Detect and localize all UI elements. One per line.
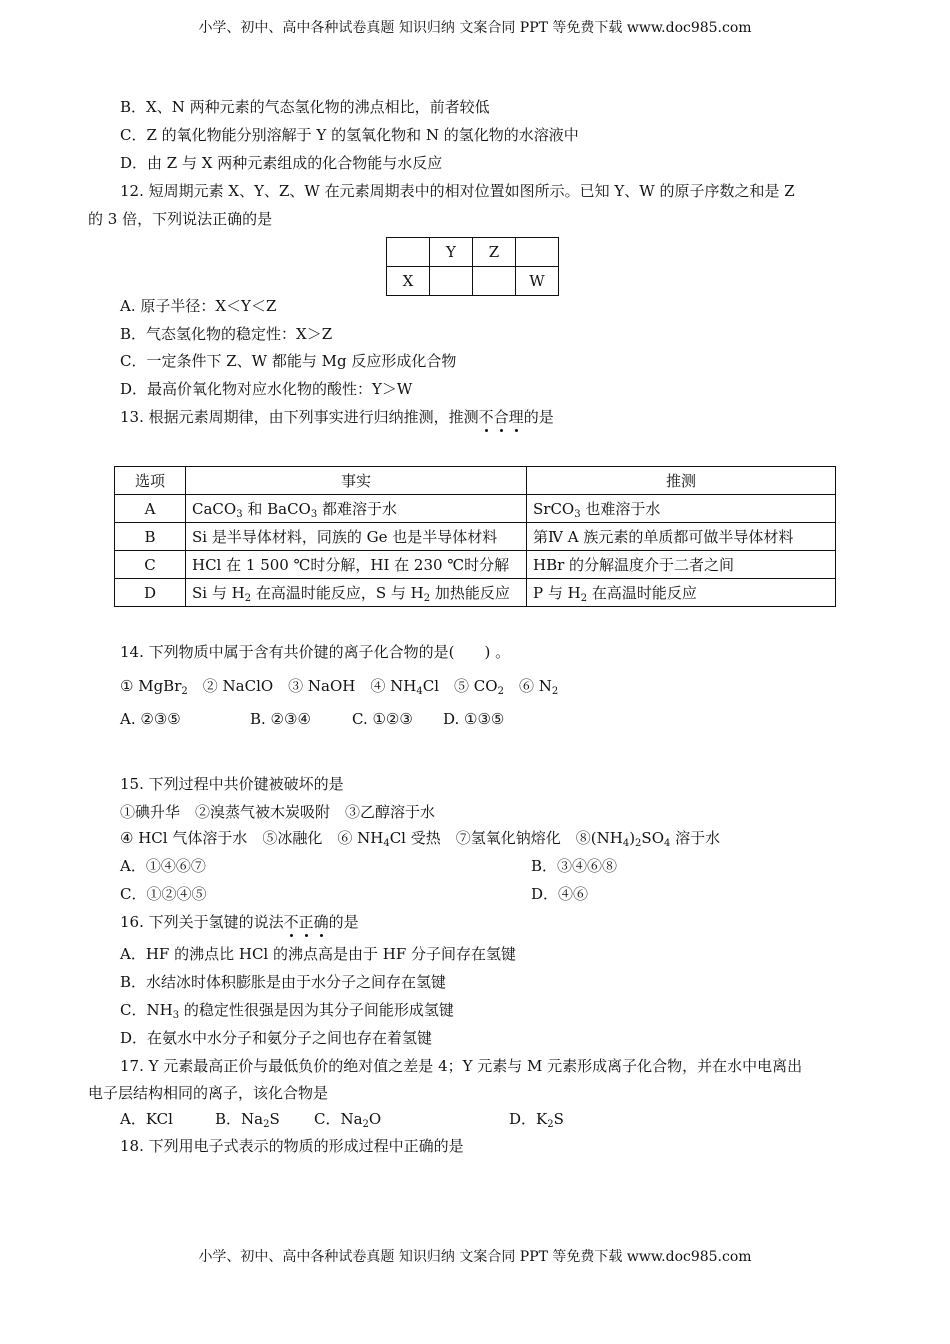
periodic-cell: [430, 267, 473, 296]
periodic-cell: [473, 267, 516, 296]
emphasis-char: 理: [508, 408, 524, 426]
subscript: 2: [244, 593, 252, 604]
q14-option-a: A. ②③⑤: [120, 710, 181, 728]
table-header-row: [115, 467, 836, 495]
periodic-cell: Y: [430, 238, 473, 267]
q11-option-d: D．由 Z 与 X 两种元素组成的化合物能与水反应: [120, 154, 443, 172]
inference-text: SrCO: [533, 500, 575, 518]
fact-text: Si 与 H: [192, 584, 245, 602]
q17-option-a: A．KCl: [120, 1110, 173, 1128]
table-row: [115, 579, 836, 607]
option-text: C．Na: [314, 1110, 363, 1128]
inference-text: P 与 H: [533, 584, 581, 602]
item-text: ): [629, 829, 636, 847]
fact-text: 都难溶于水: [317, 500, 398, 518]
q13-stem-text: 13. 根据元素周期律，由下列事实进行归纳推测，推测: [120, 408, 479, 426]
q15-stem: 15. 下列过程中共价键被破坏的是: [120, 775, 344, 793]
subscript: 2: [497, 686, 504, 697]
q16-stem-tail: 的是: [328, 913, 359, 931]
q14-items: [120, 676, 558, 696]
q18-stem: 18. 下列用电子式表示的物质的形成过程中正确的是: [120, 1137, 464, 1155]
q16-option-c: [120, 1000, 454, 1020]
q17-stem-line1: 17. Y 元素最高正价与最低负价的绝对值之差是 4；Y 元素与 M 元素形成离子化合物，并在水中电离出: [120, 1057, 803, 1075]
q15-option-c: C．①②④⑤: [120, 885, 207, 903]
q12-option-c: C．一定条件下 Z、W 都能与 Mg 反应形成化合物: [120, 352, 457, 370]
inference-text: 在高温时能反应: [587, 584, 697, 602]
q16-option-a: A．HF 的沸点比 HCl 的沸点高是由于 HF 分子间存在氢键: [120, 945, 517, 963]
q15-option-a: A．①④⑥⑦: [120, 857, 206, 875]
emphasis-char: 不: [478, 408, 494, 426]
q16-stem: [120, 912, 359, 932]
fact-text: CaCO: [192, 500, 237, 518]
fact-text: 加热能反应: [430, 584, 510, 602]
subscript: 2: [362, 1119, 369, 1130]
subscript: 4: [416, 686, 423, 697]
item-text: Cl 受热 ⑦氢氧化钠熔化 ⑧(NH: [389, 829, 623, 847]
q12-option-b: B．气态氢化物的稳定性：X＞Z: [120, 325, 333, 343]
item-text: ② NaClO ③ NaOH ④ NH: [187, 677, 417, 695]
q17-stem-line2: 电子层结构相同的离子，该化合物是: [88, 1084, 329, 1102]
page-header: 小学、初中、高中各种试卷真题 知识归纳 文案合同 PPT 等免费下载 www.doc985.com: [198, 20, 752, 36]
item-text: ④ HCl 气体溶于水 ⑤冰融化 ⑥ NH: [120, 829, 384, 847]
option-text: B．Na: [215, 1110, 264, 1128]
q17-option-b: [215, 1109, 280, 1129]
fact-text: 和 BaCO: [242, 500, 311, 518]
table-row: [115, 551, 836, 579]
q17-option-d: [509, 1109, 564, 1129]
subscript: 2: [551, 686, 559, 697]
option-text: D．K: [509, 1110, 548, 1128]
row-inference: [527, 579, 836, 607]
subscript: 2: [423, 593, 431, 604]
row-inference: 第Ⅳ A 族元素的单质都可做半导体材料: [527, 523, 836, 551]
option-text: S: [269, 1110, 280, 1128]
q15-items-line1: ①碘升华 ②溴蒸气被木炭吸附 ③乙醇溶于水: [120, 803, 436, 821]
subscript: 4: [664, 838, 671, 849]
q16-stem-text: 16. 下列关于氢键的说法: [120, 913, 284, 931]
row-fact: [186, 579, 527, 607]
emphasis-char: 合: [493, 408, 509, 426]
option-text: 的稳定性很强是因为其分子间能形成氢键: [179, 1001, 454, 1019]
q16-option-b: B．水结冰时体积膨胀是由于水分子之间存在氢键: [120, 973, 447, 991]
row-fact: HCl 在 1 500 ℃时分解，HI 在 230 ℃时分解: [186, 551, 527, 579]
item-text: SO: [641, 829, 664, 847]
subscript: 3: [236, 509, 243, 520]
option-text: C．NH: [120, 1001, 173, 1019]
subscript: 2: [181, 686, 188, 697]
subscript: 2: [635, 838, 642, 849]
subscript: 3: [310, 509, 318, 520]
row-fact: [186, 495, 527, 523]
periodic-position-table: [386, 237, 559, 296]
row-inference: [527, 495, 836, 523]
subscript: 4: [383, 838, 390, 849]
subscript: 2: [547, 1119, 554, 1130]
q12-stem-line2: 的 3 倍，下列说法正确的是: [88, 210, 273, 228]
periodic-cell: [387, 238, 430, 267]
row-inference: HBr 的分解温度介于二者之间: [527, 551, 836, 579]
q17-option-c: [314, 1109, 381, 1129]
item-text: ⑥ N: [503, 677, 552, 695]
q14-option-d: D. ①③⑤: [443, 710, 505, 728]
periodic-cell: [516, 238, 559, 267]
subscript: 3: [172, 1010, 180, 1021]
q13-stem: [120, 407, 554, 427]
q14-stem: 14. 下列物质中属于含有共价键的离子化合物的是( ) 。: [120, 643, 511, 661]
q15-items-line2: [120, 828, 720, 848]
item-text: 溶于水: [670, 829, 721, 847]
col-header-inference: 推测: [527, 467, 836, 495]
subscript: 3: [574, 509, 581, 520]
table-row: [115, 523, 836, 551]
periodic-cell: X: [387, 267, 430, 296]
subscript: 2: [263, 1119, 270, 1130]
q12-option-a: A. 原子半径：X＜Y＜Z: [120, 297, 277, 315]
table-row: [115, 495, 836, 523]
emphasis-char: 正: [298, 913, 314, 931]
option-text: S: [553, 1110, 564, 1128]
q16-option-d: D．在氨水中水分子和氨分子之间也存在着氢键: [120, 1029, 433, 1047]
emphasis-char: 确: [313, 913, 329, 931]
col-header-fact: 事实: [186, 467, 527, 495]
q14-option-b: B. ②③④: [250, 710, 311, 728]
q11-option-c: C．Z 的氧化物能分别溶解于 Y 的氢氧化物和 N 的氢化物的水溶液中: [120, 126, 579, 144]
row-fact: Si 是半导体材料，同族的 Ge 也是半导体材料: [186, 523, 527, 551]
subscript: 2: [580, 593, 588, 604]
q12-option-d: D．最高价氧化物对应水化物的酸性：Y＞W: [120, 380, 413, 398]
row-option: D: [115, 579, 186, 607]
row-option: C: [115, 551, 186, 579]
fact-text: 在高温时能反应，S 与 H: [251, 584, 424, 602]
item-text: Cl ⑤ CO: [422, 677, 498, 695]
q15-option-b: B．③④⑥⑧: [531, 857, 618, 875]
q12-stem-line1: 12. 短周期元素 X、Y、Z、W 在元素周期表中的相对位置如图所示。已知 Y、W 的原子序数之和是 Z: [120, 182, 795, 200]
subscript: 4: [622, 838, 630, 849]
page-footer: 小学、初中、高中各种试卷真题 知识归纳 文案合同 PPT 等免费下载 www.doc985.com: [198, 1249, 752, 1265]
q15-option-d: D．④⑥: [531, 885, 589, 903]
q13-stem-tail: 的是: [523, 408, 554, 426]
item-text: ① MgBr: [120, 677, 182, 695]
periodic-table-row: [387, 238, 559, 267]
facts-inference-table: [114, 466, 836, 607]
periodic-cell: Z: [473, 238, 516, 267]
col-header-option: 选项: [115, 467, 186, 495]
row-option: A: [115, 495, 186, 523]
periodic-table-row: [387, 267, 559, 296]
periodic-cell: W: [516, 267, 559, 296]
inference-text: 也难溶于水: [580, 500, 661, 518]
option-text: O: [368, 1110, 382, 1128]
q14-option-c: C. ①②③: [352, 710, 413, 728]
emphasis-char: 不: [283, 913, 299, 931]
row-option: B: [115, 523, 186, 551]
q11-option-b: B．X、N 两种元素的气态氢化物的沸点相比，前者较低: [120, 98, 490, 116]
